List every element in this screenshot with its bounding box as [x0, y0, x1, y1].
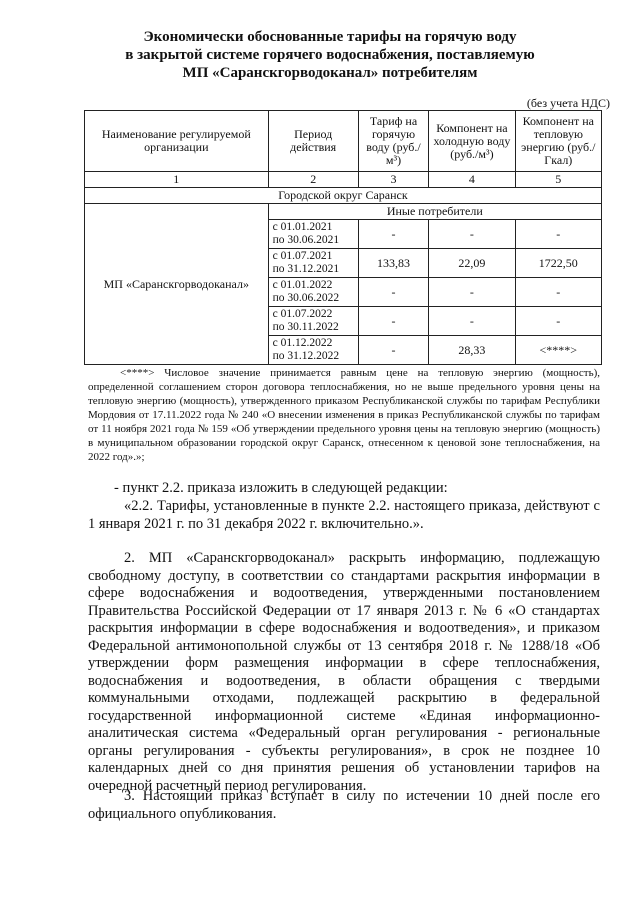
period-cell: с 01.01.2021 по 30.06.2021 [268, 220, 358, 249]
paragraph-disclosure: 2. МП «Саранскгорводоканал» раскрыть информацию, подлежащую свободному доступу, в соответствии со стандартами раскрытия информации в сфере водоснабжения и водоотведения, утвержденными постановлением Правительства Российской Федерации от 17 января 2013 г. № 6 «О стандартах раскрытия информации в сфере водоснабжения и водоотведения», и приказом Федеральной антимонопольной службы от 13 сентября 2018 г. № 1288/18 «Об утверждении форм размещения информации в сфере теплоснабжения, водоснабжения и водоотведения, в области обращения с твердыми коммунальными отходами, подлежащей раскрытию в федеральной государственной информационной системе «Единая информационно-аналитическая система «Федеральный орган регулирования - региональные органы регулирования - субъекты регулирования», в срок не позднее 10 календарных дней со дня принятия решения об установлении тарифов на очередной расчетный период регулирования. [88, 550, 600, 794]
tariff-value: - [358, 220, 428, 249]
col-number: 3 [358, 172, 428, 188]
column-header-tariff: Тариф на горячую воду (руб./м³) [358, 111, 428, 172]
paragraph-effective-date: 3. Настоящий приказ вступает в силу по истечении 10 дней после его официального опубликования. [88, 788, 600, 822]
column-header-organization: Наименование регулируемой организации [85, 111, 269, 172]
tariff-value: 133,83 [358, 249, 428, 278]
col-number: 2 [268, 172, 358, 188]
cold-water-value: 28,33 [429, 336, 515, 365]
col-number: 5 [515, 172, 601, 188]
column-header-heat-energy: Компонент на тепловую энергию (руб./Гкал) [515, 111, 601, 172]
table-row [85, 204, 602, 220]
column-numbers-row [85, 172, 602, 188]
column-header-cold-water: Компонент на холодную воду (руб./м³) [429, 111, 515, 172]
title-line-1: Экономически обоснованные тарифы на горячую воду [143, 29, 517, 45]
vat-note: (без учета НДС) [526, 96, 610, 110]
district-row [85, 188, 602, 204]
cold-water-value: - [429, 307, 515, 336]
cold-water-value: 22,09 [429, 249, 515, 278]
paragraph-amendment-intro: - пункт 2.2. приказа изложить в следующей редакции: [114, 480, 448, 496]
period-cell: с 01.12.2022 по 31.12.2022 [268, 336, 358, 365]
heat-energy-value: - [515, 278, 601, 307]
col-number: 4 [429, 172, 515, 188]
heat-energy-value: 1722,50 [515, 249, 601, 278]
column-header-period: Период действия [268, 111, 358, 172]
cold-water-value: - [429, 220, 515, 249]
title-line-2: в закрытой системе горячего водоснабжения, поставляемую [125, 47, 535, 63]
period-cell: с 01.07.2022 по 30.11.2022 [268, 307, 358, 336]
heat-energy-value: - [515, 220, 601, 249]
heat-energy-value: <****> [515, 336, 601, 365]
footnote: <****> Числовое значение принимается равным цене на тепловую энергию (мощность), определенной соглашением сторон договора теплоснабжения, но не выше предельного уровня цены на тепловую энергию (мощность), утвержденного приказом Республиканской службы по тарифам Республики Мордовия от 17.11.2022 года № 240 «О внесении изменения в приказ Республиканской службы по тарифам от 11 ноября 2021 года № 159 «Об утверждении предельного уровня цены на тепловую энергию (мощность) в муниципальном образовании городской округ Саранск, отнесенном к ценовой зоне теплоснабжения, на 2022 год».»; [88, 367, 600, 463]
organization-name: МП «Саранскгорводоканал» [85, 204, 269, 365]
table-header-row [85, 111, 602, 172]
title-line-3: МП «Саранскгорводоканал» потребителям [182, 65, 478, 81]
tariff-value: - [358, 278, 428, 307]
tariff-value: - [358, 307, 428, 336]
col-number: 1 [85, 172, 269, 188]
period-cell: с 01.07.2021 по 31.12.2021 [268, 249, 358, 278]
cold-water-value: - [429, 278, 515, 307]
consumer-group: Иные потребители [268, 204, 601, 220]
paragraph-amendment-text: «2.2. Тарифы, установленные в пункте 2.2. настоящего приказа, действуют с 1 января 2021 г. по 31 декабря 2022 г. включительно.». [88, 498, 600, 532]
district-name: Городской округ Саранск [85, 188, 602, 204]
period-cell: с 01.01.2022 по 30.06.2022 [268, 278, 358, 307]
document-title [60, 28, 600, 82]
tariff-table [84, 110, 602, 365]
heat-energy-value: - [515, 307, 601, 336]
tariff-value: - [358, 336, 428, 365]
